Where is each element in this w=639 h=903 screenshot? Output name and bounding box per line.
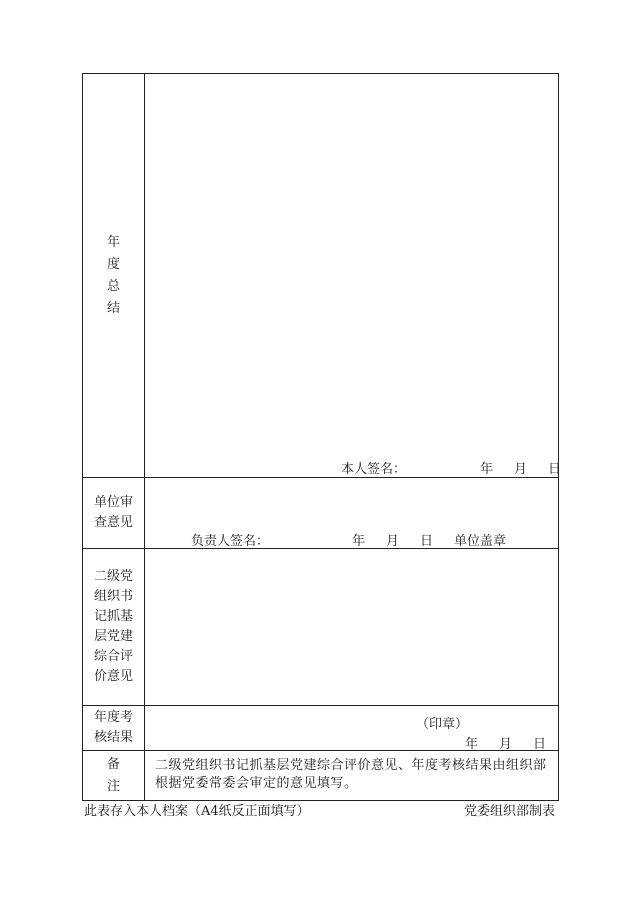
self-signature-label: 本人签名：: [341, 462, 407, 477]
unit-review-field[interactable]: [145, 478, 558, 548]
result-date: 年 月 日: [465, 737, 551, 752]
remarks-label: 备注: [83, 751, 145, 800]
unit-seal-label: 单位盖章: [454, 534, 507, 549]
secretary-evaluation-field[interactable]: [145, 549, 558, 705]
annual-summary-field[interactable]: [145, 74, 566, 477]
unit-review-row: [83, 478, 558, 549]
remarks-text: 二级党组织书记抓基层党建综合评价意见、年度考核结果由组织部根据党委常委会审定的意见填写。: [155, 758, 547, 791]
remarks-row: [83, 751, 558, 800]
issuer-note: 党委组织部制表: [463, 804, 555, 819]
secretary-evaluation-label: 二级党组织书记抓基层党建综合评价意见: [83, 549, 145, 705]
secretary-evaluation-row: [83, 549, 558, 706]
review-date: 年 月 日: [352, 534, 438, 549]
unit-review-label: 单位审查意见: [83, 478, 145, 548]
annual-result-field[interactable]: [145, 706, 558, 750]
annual-result-row: [83, 706, 558, 751]
official-seal-label: （印章）: [416, 717, 469, 732]
annual-summary-row: [83, 74, 566, 478]
annual-summary-label: 年度总结: [83, 74, 145, 477]
remarks-content: [145, 751, 558, 800]
archive-note: 此表存入本人档案（A4纸反正面填写）: [84, 804, 310, 819]
annual-result-label: 年度考核结果: [83, 706, 145, 750]
appraisal-form-table: [82, 73, 566, 801]
summary-date: 年 月 日: [480, 462, 566, 477]
responsible-signature-label: 负责人签名：: [191, 534, 270, 549]
